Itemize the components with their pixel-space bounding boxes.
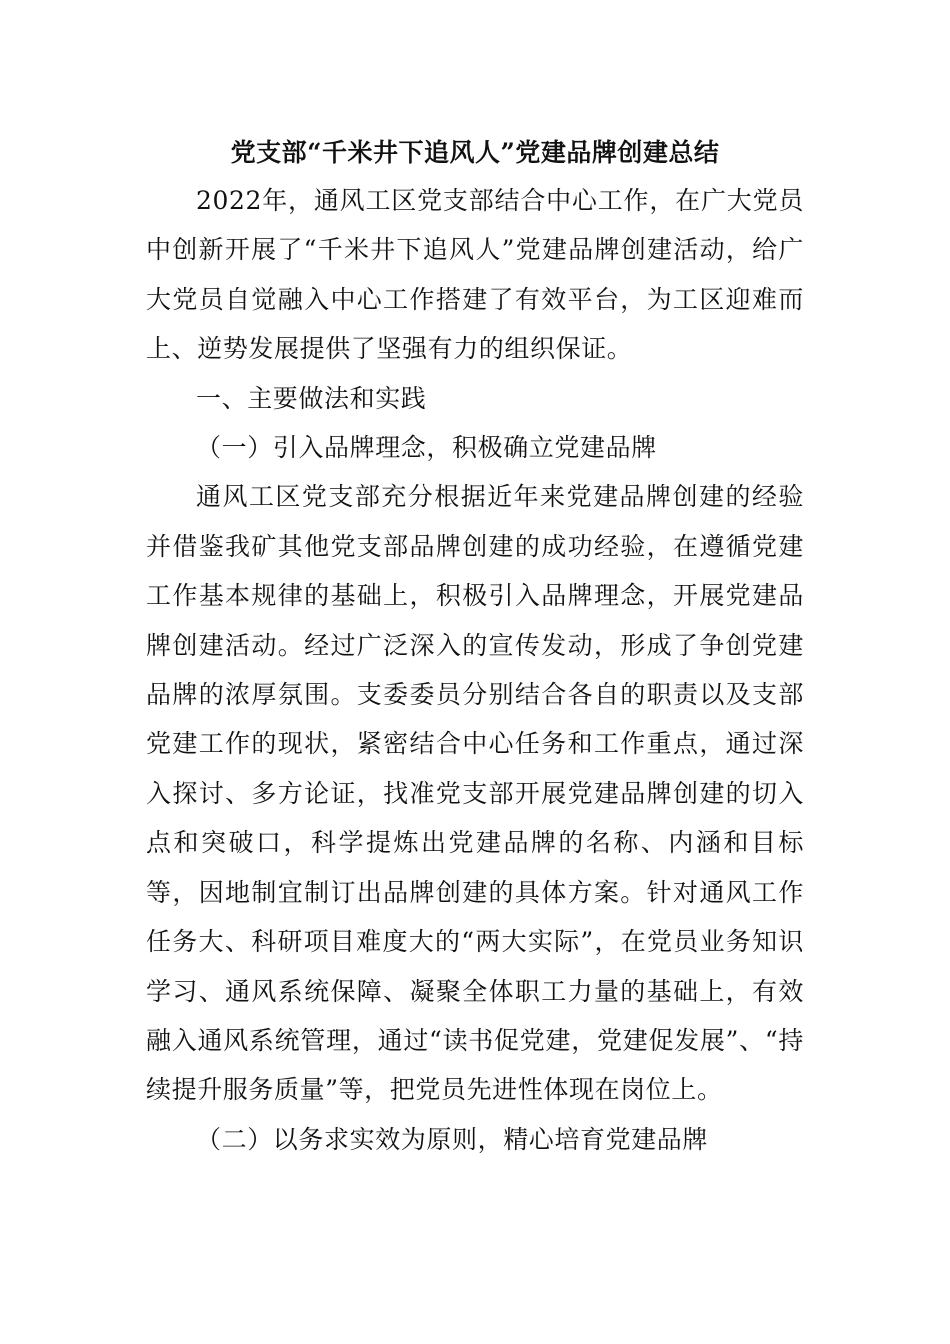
document-body <box>146 176 804 1164</box>
document-title: 党支部“千米井下追风人”党建品牌创建总结 <box>230 138 720 167</box>
intro-paragraph: 2022年，通风工区党支部结合中心工作，在广大党员中创新开展了“千米井下追风人”党建品牌创建活动，给广大党员自觉融入中心工作搭建了有效平台，为工区迎难而上、逆势发展提供了坚强有力的组织保证。 <box>146 186 804 364</box>
body-paragraph: 通风工区党支部充分根据近年来党建品牌创建的经验并借鉴我矿其他党支部品牌创建的成功经验，在遵循党建工作基本规律的基础上，积极引入品牌理念，开展党建品牌创建活动。经过广泛深入的宣传发动，形成了争创党建品牌的浓厚氛围。支委委员分别结合各自的职责以及支部党建工作的现状，紧密结合中心任务和工作重点，通过深入探讨、多方论证，找准党支部开展党建品牌创建的切入点和突破口，科学提炼出党建品牌的名称、内涵和目标等，因地制宜制订出品牌创建的具体方案。针对通风工作任务大、科研项目难度大的“两大实际”，在党员业务知识学习、通风系统保障、凝聚全体职工力量的基础上，有效融入通风系统管理，通过“读书促党建，党建促发展”、“持续提升服务质量”等，把党员先进性体现在岗位上。 <box>146 482 804 1105</box>
subsection-heading-1: （一）引入品牌理念，积极确立党建品牌 <box>196 433 657 463</box>
subsection-heading-2: （二）以务求实效为原则，精心培育党建品牌 <box>196 1124 709 1154</box>
section-heading-1: 一、主要做法和实践 <box>196 383 427 413</box>
